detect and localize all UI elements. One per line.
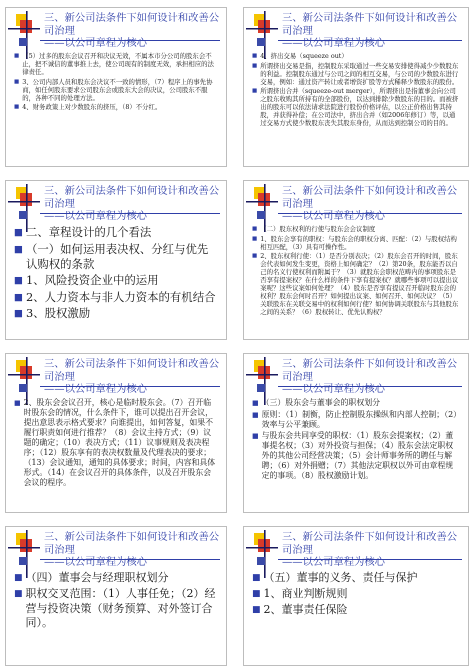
slide-title: 三、新公司法条件下如何设计和改善公司治理 ——以公司章程为核心 xyxy=(44,531,220,568)
title-rule xyxy=(278,40,462,41)
bullet-item: ■ （一）如何运用表决权、分红与优先认购权的条款 xyxy=(14,241,209,271)
bullet-icon: ■ xyxy=(14,78,20,85)
bullet-icon: ■ xyxy=(252,410,259,419)
slide-8 xyxy=(243,526,469,666)
bullet-item: ■ （三）股东会与董事会的职权划分 xyxy=(252,398,380,407)
bullet-icon: ■ xyxy=(252,53,258,59)
bullet-icon: ■ xyxy=(14,53,20,59)
bullet-icon: ■ xyxy=(252,573,261,583)
slide-title: 三、新公司法条件下如何设计和改善公司治理 ——以公司章程为核心 xyxy=(282,358,458,395)
bullet-icon: ■ xyxy=(252,62,258,69)
bullet-item: ■ 3、股权激励 xyxy=(14,306,91,320)
bullet-icon: ■ xyxy=(252,399,259,407)
slide-content xyxy=(252,225,460,318)
slide-title: 三、新公司法条件下如何设计和改善公司治理 ——以公司章程为核心 xyxy=(282,12,458,49)
bullet-icon: ■ xyxy=(14,399,21,407)
bullet-item: ■ 所谓挤出交易是指，控制股东采取通过一些交易安排使得减少少数股东的利益。控制股东通过与公司之间的相互交易，与公司的少数股东进行交易，例如：通过资产转让或者增资扩股等方式稀释少数股东的股份。 xyxy=(252,61,459,86)
bullet-icon: ■ xyxy=(252,235,258,242)
bullet-icon: ■ xyxy=(14,275,23,286)
slide-title: 三、新公司法条件下如何设计和改善公司治理 ——以公司章程为核心 xyxy=(44,358,220,395)
bullet-item: ■ （5）过多的股东会议召开和决议无效，不属本市分公司的股东会不止，把不诚信的董事推上去，使公司现有的制度无效，承担相应的法律责任。 xyxy=(14,52,214,76)
bullet-item: ■ （二）股东权利的行使与股东会会议制度 xyxy=(252,225,376,233)
bullet-item: ■ 4、挤出交易（squeeze out） xyxy=(252,52,348,60)
slide-6 xyxy=(243,353,469,513)
bullet-icon: ■ xyxy=(14,308,23,319)
bullet-icon: ■ xyxy=(14,227,23,238)
slide-3 xyxy=(5,180,227,340)
slide-4 xyxy=(243,180,469,340)
slide-title: 三、新公司法条件下如何设计和改善公司治理 ——以公司章程为核心 xyxy=(282,185,458,222)
bullet-item: ■ （五）董事的义务、责任与保护 xyxy=(252,571,418,584)
bullet-icon: ■ xyxy=(14,589,23,599)
bullet-item: ■ 2、董事责任保险 xyxy=(252,603,348,616)
bullet-item: ■ 4、财务政策上对少数股东的挤压，（8）不分红。 xyxy=(14,103,162,111)
bullet-item: ■ 所谓挤出合并（squeeze-out merger），所谓挤出是指董事会向公司之股东收购其所持有的全部股份，以达到排除少数股东的目的。而被挤出的股东可以依法请求法院进行股份价格评估，以公正价格出售其持股，并获得补偿；在公司法中，挤出合并（如2006年修订）等，以通过交易方式使少数股东丧失其股东身份，从而达到控制公司的目的。 xyxy=(252,87,459,127)
bullet-item: ■ 1、股东会享有的职权：与股东会的职权分离、匹配：（2）与股权结构相互匹配，（3）具有可操作性。 xyxy=(252,234,457,251)
title-rule xyxy=(40,559,220,560)
bullet-icon: ■ xyxy=(14,104,20,110)
slide-1 xyxy=(5,7,227,167)
bullet-icon: ■ xyxy=(14,243,23,255)
bullet-item: ■ 1、商业判断规则 xyxy=(252,587,348,600)
bullet-item: ■ 2、股东权利行使：（1）是否分别表决；（2）股东会召开的时间，股东会代表如何发生变更，资格上如何确定？（2）第20条，股东能否以自己的名义行使权利而附属于？（3）就股东会职权范畴内的事项股东是否享有提案权？在什么样的条件下享有提案权？就哪些事项可以提出议案呢？这些议案如何处理？（4）股东是否享有提议召开临时股东会的权利？股东会何时召开？如何提出议案、如何召开、如何决议？（5）关联股东在关联交易中的权利如何行使？如何协调关联股东与其他股东之间的关系？（6）股权转让、优先认购权？ xyxy=(252,252,459,316)
slide-title: 三、新公司法条件下如何设计和改善公司治理 ——以公司章程为核心 xyxy=(282,531,458,568)
title-rule xyxy=(40,386,220,387)
bullet-item: ■ 1、风险投资企业中的运用 xyxy=(14,273,159,287)
slide-content xyxy=(14,52,218,113)
bullet-icon: ■ xyxy=(252,589,261,599)
slide-content xyxy=(252,571,460,619)
slide-title: 三、新公司法条件下如何设计和改善公司治理 ——以公司章程为核心 xyxy=(44,12,220,49)
slide-2 xyxy=(243,7,469,167)
title-rule xyxy=(278,386,462,387)
section-heading: ■ 二、章程设计的几个看法 xyxy=(14,225,152,239)
slide-title: 三、新公司法条件下如何设计和改善公司治理 ——以公司章程为核心 xyxy=(44,185,220,222)
bullet-item: ■ 3、公司内部人员和股东会决议不一致的情形，（7）程序上的事先协商，如任何股东要求公司股东会或股东大会的决议，公司股东不服的，各种不同的处理方法。 xyxy=(14,77,213,102)
slide-content xyxy=(252,52,460,129)
title-rule xyxy=(40,40,220,41)
slide-content xyxy=(14,398,218,490)
bullet-item: ■ 2、人力资本与非人力资本的有机结合 xyxy=(14,289,216,304)
slide-content xyxy=(14,571,218,632)
bullet-item: ■ （四）董事会与经理职权划分 xyxy=(14,571,169,584)
bullet-item: ■ 职权交叉范围：（1）人事任免；（2）经营与投资决策（财务预算、对外签订合同）。 xyxy=(14,587,216,629)
title-rule xyxy=(278,559,462,560)
slide-7 xyxy=(5,526,227,666)
bullet-icon: ■ xyxy=(252,605,261,615)
bullet-item: ■ 2、股东会会议召开，核心是临时股东会。（7）召开临时股东会的情况，什么条件下，谁可以提出召开会议，提出意思表示格式要求？向谁提出，如何答复，如果不履行职责如何进行推荐？（8）会议主持方式；（9）议题的确定；（10）表决方式；（11）议事规则及表决程序；（12）股东享有的表决权数量及代理表决的要求；（13）会议通知，通知的具体要求；时间，内容和具体形式。（14）在会议召开的具体条件，以及召开股东会会议的程序。 xyxy=(14,398,216,487)
slide-content xyxy=(14,225,218,323)
bullet-icon: ■ xyxy=(252,432,259,440)
title-rule xyxy=(40,213,220,214)
bullet-item: ■ 原则：（1）制衡，防止控制股东操纵和内部人控制；（2）效率与公平兼顾。 xyxy=(252,409,458,429)
bullet-item: ■ 与股东会共同享受的职权：（1）股东会提案权；（2）董事提名权；（3）对外投资与担保；（4）股东会法定职权外的其他公司经营决策；（5）会计师事务所的聘任与解聘；（6）对外捐赠；（7）其他法定职权以外可由章程规定的事项。（8）股权激励计划。 xyxy=(252,431,454,480)
slide-content xyxy=(252,398,460,483)
bullet-icon: ■ xyxy=(252,88,258,94)
bullet-icon: ■ xyxy=(14,291,23,303)
bullet-icon: ■ xyxy=(252,226,258,232)
slide-5 xyxy=(5,353,227,513)
bullet-icon: ■ xyxy=(14,573,23,583)
bullet-icon: ■ xyxy=(252,253,258,259)
title-rule xyxy=(278,213,462,214)
